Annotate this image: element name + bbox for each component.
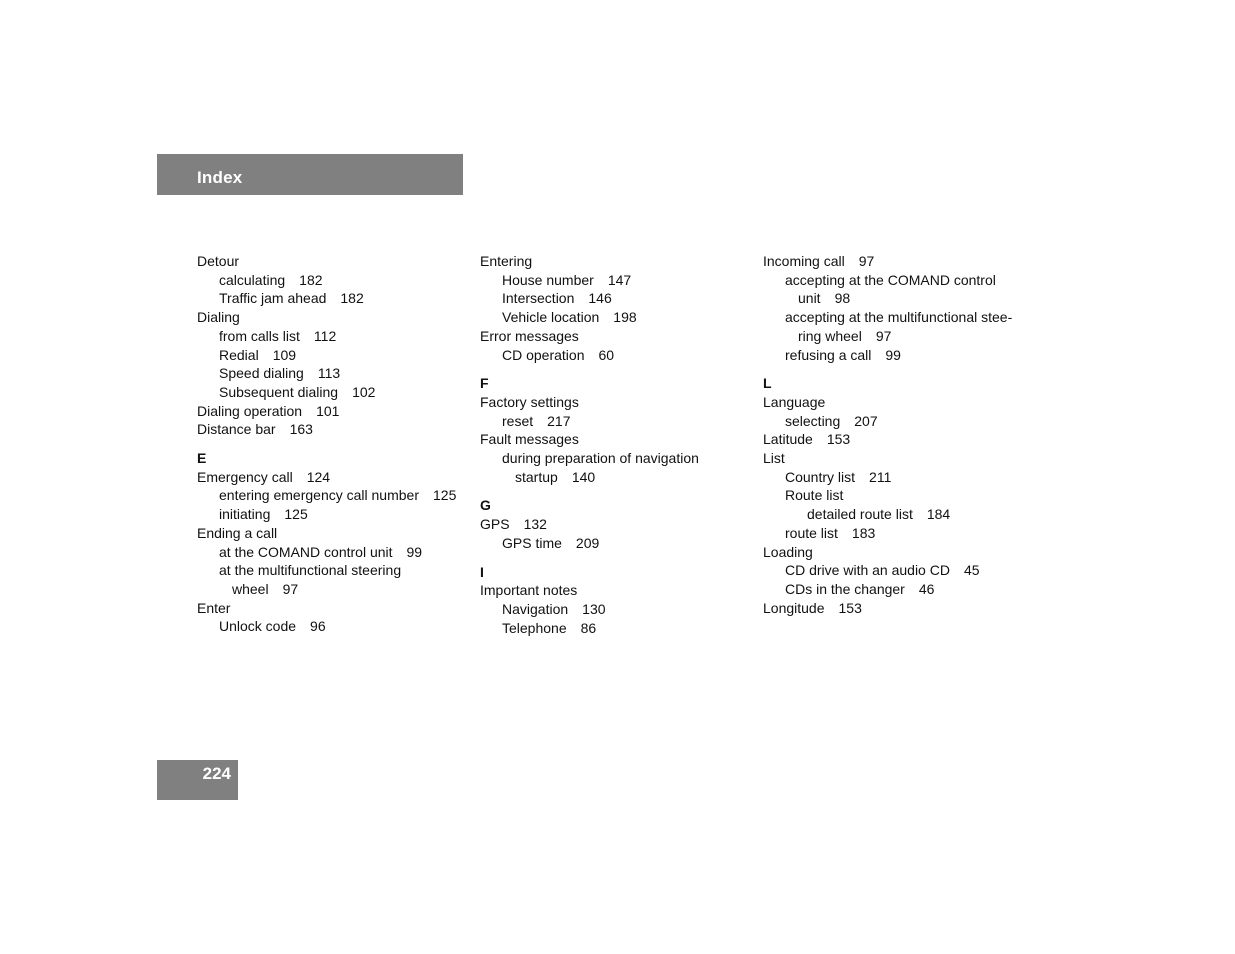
index-entry-term: refusing a call <box>785 346 872 363</box>
index-entry <box>197 346 467 365</box>
index-entry-term: route list <box>785 524 838 541</box>
index-entry-term: GPS time <box>502 534 562 551</box>
index-page-ref: 97 <box>858 253 875 269</box>
index-entry <box>763 524 1033 543</box>
index-entry <box>763 599 1033 618</box>
index-entry-term: calculating <box>219 271 286 288</box>
index-entry-term: List <box>763 450 785 467</box>
index-page-ref: 99 <box>885 346 901 363</box>
index-entry-term: wheel <box>232 580 269 597</box>
index-entry-term: entering emergency call number <box>219 487 419 504</box>
index-page-ref: 98 <box>834 290 851 307</box>
index-page-ref: 96 <box>310 618 326 635</box>
index-page-ref: 153 <box>838 599 862 616</box>
index-page-ref: 45 <box>963 562 980 579</box>
index-entry-term: Incoming call <box>763 253 845 269</box>
index-page-ref: 86 <box>580 619 597 636</box>
index-entry <box>763 486 1033 505</box>
index-entry-term: Redial <box>219 346 259 363</box>
index-entry <box>763 412 1033 431</box>
index-page-ref: 182 <box>340 290 364 307</box>
index-entry <box>763 543 1033 562</box>
index-letter-heading: L <box>763 375 772 392</box>
index-page-ref: 146 <box>588 290 612 307</box>
index-entry-term: Latitude <box>763 431 813 448</box>
index-entry <box>480 412 750 431</box>
index-page-ref: 209 <box>575 534 600 551</box>
index-entry <box>480 393 750 412</box>
index-entry <box>197 543 467 562</box>
index-page-ref: 147 <box>607 271 632 288</box>
index-entry <box>480 271 750 290</box>
index-page-ref: 112 <box>313 327 337 344</box>
index-entry-continuation <box>480 468 750 487</box>
index-entry <box>763 449 1033 468</box>
index-entry-term: Traffic jam ahead <box>219 290 327 307</box>
index-entry-term: Route list <box>785 487 844 504</box>
index-entry <box>197 617 467 636</box>
index-entry <box>197 505 467 524</box>
index-entry-term: Enter <box>197 599 231 616</box>
index-page-ref: 130 <box>582 600 606 617</box>
index-entry <box>197 271 467 290</box>
page-number-box <box>157 760 238 800</box>
index-entry-term: Emergency call <box>197 468 293 485</box>
index-entry <box>480 449 750 468</box>
index-entry <box>480 515 750 534</box>
index-entry-term: initiating <box>219 506 271 523</box>
index-entry <box>763 308 1033 327</box>
index-entry <box>197 420 467 439</box>
index-column-2 <box>480 252 750 637</box>
index-page-ref: 109 <box>272 346 297 363</box>
index-entry-term: Subsequent dialing <box>219 383 339 400</box>
index-entry <box>763 505 1033 524</box>
index-entry-term: accepting at the COMAND control <box>785 271 996 288</box>
index-letter-heading: I <box>480 563 484 580</box>
index-entry <box>480 252 750 271</box>
index-entry-term: CDs in the changer <box>785 580 905 597</box>
index-entry <box>480 534 750 553</box>
index-entry <box>480 430 750 449</box>
index-entry-term: at the multifunctional steering <box>219 562 402 579</box>
index-page-ref: 125 <box>284 506 308 523</box>
index-page-ref: 113 <box>317 365 341 382</box>
index-entry <box>763 468 1033 487</box>
index-entry-term: at the COMAND control unit <box>219 543 393 560</box>
index-entry-term: Entering <box>480 253 533 269</box>
index-entry-term: Intersection <box>502 290 575 307</box>
index-page-ref: 99 <box>406 543 423 560</box>
index-entry <box>480 327 750 346</box>
index-page-ref: 125 <box>433 487 457 504</box>
index-entry <box>763 430 1033 449</box>
index-entry-term: Fault messages <box>480 431 579 448</box>
index-entry <box>763 580 1033 599</box>
index-entry-term: Unlock code <box>219 618 297 635</box>
index-entry-term: Speed dialing <box>219 365 304 382</box>
index-entry-term: Longitude <box>763 599 825 616</box>
index-entry <box>197 327 467 346</box>
index-entry <box>197 561 467 580</box>
index-entry <box>480 600 750 619</box>
index-entry-term: Navigation <box>502 600 569 617</box>
index-letter-heading: F <box>480 375 489 392</box>
index-entry-continuation <box>197 580 467 599</box>
index-entry-term: Distance bar <box>197 421 276 438</box>
index-entry-term: detailed route list <box>807 506 913 523</box>
index-entry-term: unit <box>798 290 821 307</box>
index-entry <box>480 619 750 638</box>
index-entry <box>197 364 467 383</box>
index-entry-term: Telephone <box>502 619 567 636</box>
index-entry <box>197 468 467 487</box>
index-page-ref: 46 <box>918 580 935 597</box>
index-page-ref: 207 <box>854 412 878 429</box>
index-entry <box>197 289 467 308</box>
index-entry-term: CD drive with an audio CD <box>785 562 950 579</box>
index-entry <box>763 346 1033 365</box>
index-entry <box>763 252 1033 271</box>
index-entry-term: Loading <box>763 543 813 560</box>
index-page-ref: 101 <box>316 402 340 419</box>
index-entry <box>197 524 467 543</box>
index-entry <box>763 393 1033 412</box>
index-entry-term: House number <box>502 271 594 288</box>
index-page-ref: 60 <box>598 346 615 363</box>
index-entry-term: Factory settings <box>480 393 579 410</box>
index-entry <box>480 308 750 327</box>
index-entry-term: Ending a call <box>197 524 278 541</box>
index-entry-term: Dialing <box>197 309 240 326</box>
index-page-ref: 97 <box>282 580 299 597</box>
index-page-ref: 132 <box>523 516 547 533</box>
index-entry-continuation <box>763 289 1033 308</box>
index-entry-term: selecting <box>785 412 841 429</box>
index-entry <box>763 561 1033 580</box>
index-entry-term: startup <box>515 468 558 485</box>
index-column-1 <box>197 252 467 636</box>
section-title: Index <box>197 167 243 187</box>
index-entry-term: Error messages <box>480 327 579 344</box>
section-header-bar <box>157 154 463 195</box>
index-entry-term: Vehicle location <box>502 309 600 326</box>
index-entry-term: GPS <box>480 516 510 533</box>
index-entry <box>197 402 467 421</box>
index-entry-term: accepting at the multifunctional stee- <box>785 309 1013 326</box>
index-entry-term: reset <box>502 412 534 429</box>
index-entry <box>763 271 1033 290</box>
index-entry-term: Important notes <box>480 582 578 599</box>
index-page-ref: 97 <box>875 327 892 344</box>
index-entry <box>197 308 467 327</box>
index-page-ref: 140 <box>571 468 596 485</box>
index-entry <box>197 383 467 402</box>
index-entry <box>480 289 750 308</box>
index-letter-heading: G <box>480 497 491 514</box>
index-entry-term: ring wheel <box>798 327 862 344</box>
index-page-ref: 198 <box>613 309 637 326</box>
index-entry <box>197 252 467 271</box>
index-entry-term: Dialing operation <box>197 402 303 419</box>
index-column-3 <box>763 252 1033 617</box>
index-entry <box>480 581 750 600</box>
index-entry-term: during preparation of navigation <box>502 450 699 467</box>
index-entry-continuation <box>763 327 1033 346</box>
index-page-ref: 153 <box>826 431 851 448</box>
index-entry <box>197 486 467 505</box>
index-entry-term: from calls list <box>219 327 300 344</box>
index-page-ref: 211 <box>869 468 892 485</box>
index-page-ref: 163 <box>289 421 313 438</box>
index-page-ref: 102 <box>352 383 376 400</box>
index-entry-term: Language <box>763 393 826 410</box>
page-number: 224 <box>202 764 231 783</box>
index-entry <box>480 346 750 365</box>
index-page-ref: 184 <box>926 506 951 523</box>
index-page-ref: 182 <box>299 271 323 288</box>
index-letter-heading: E <box>197 450 207 467</box>
index-page-ref: 183 <box>851 524 876 541</box>
index-entry <box>197 599 467 618</box>
index-page-ref: 217 <box>547 412 571 429</box>
index-page-ref: 124 <box>306 468 331 485</box>
index-entry-term: Detour <box>197 253 240 269</box>
index-entry-term: Country list <box>785 468 856 485</box>
index-entry-term: CD operation <box>502 346 585 363</box>
